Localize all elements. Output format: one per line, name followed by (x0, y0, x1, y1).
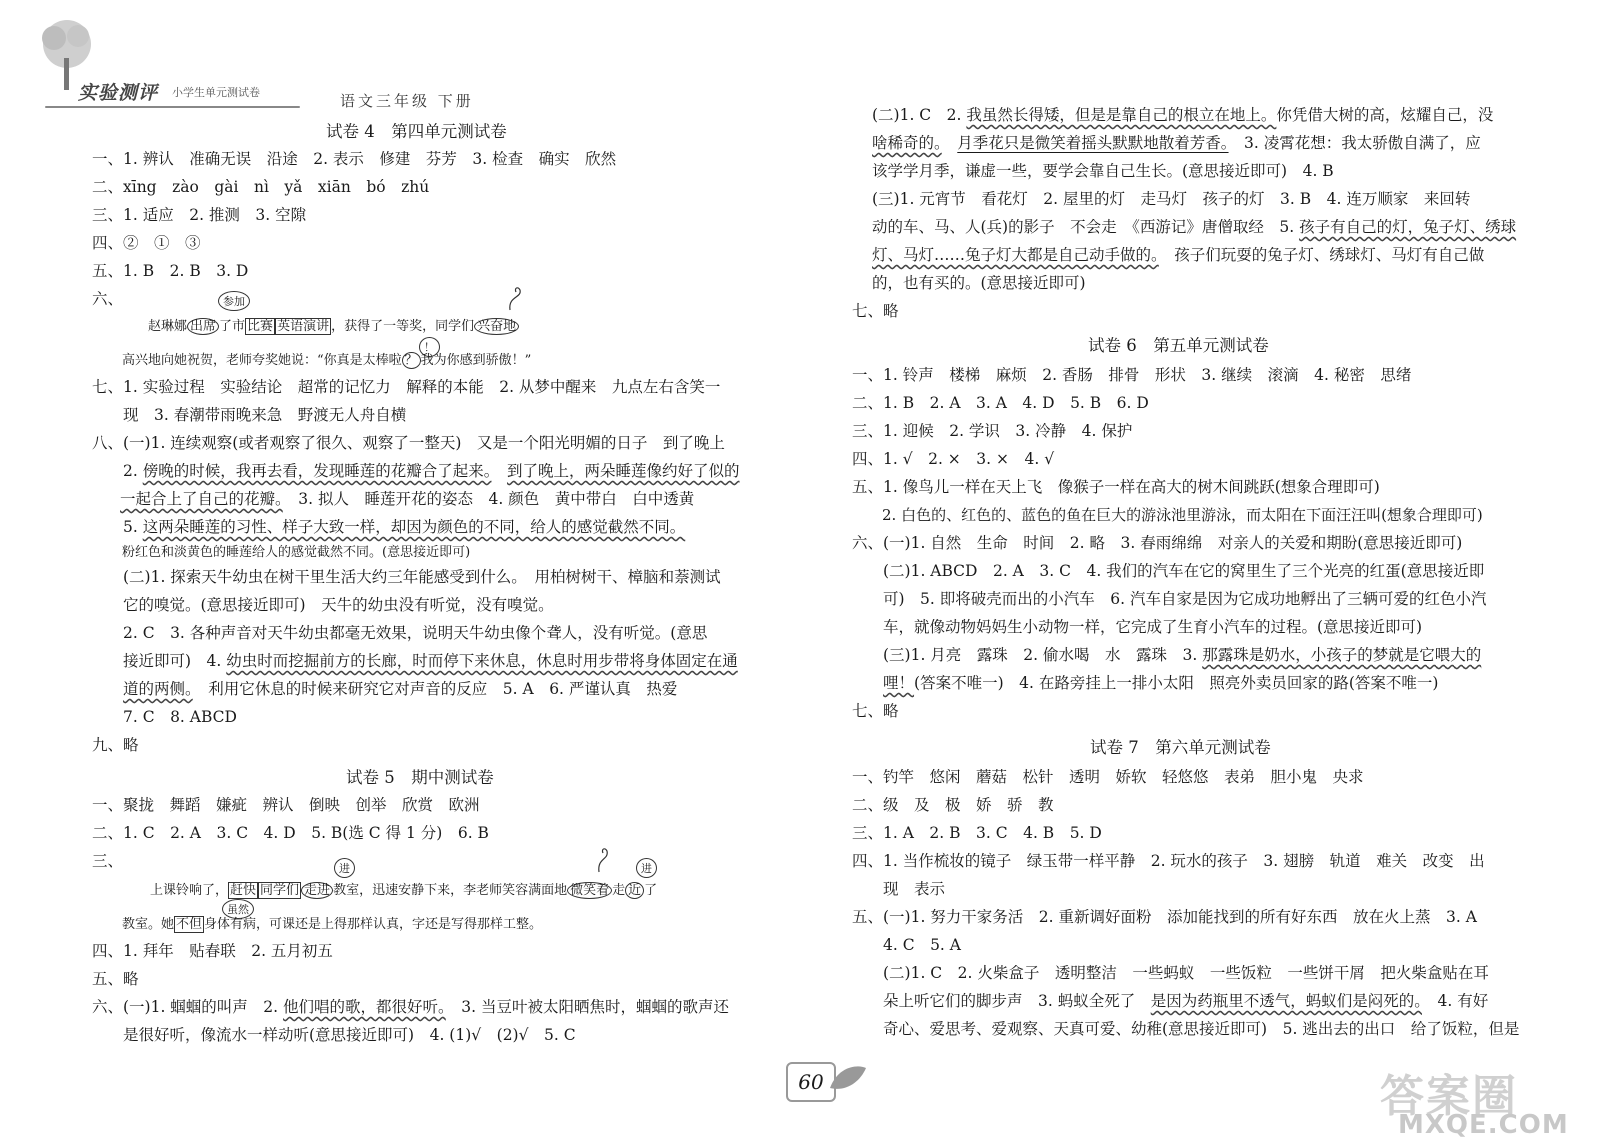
t5-line-2: 二、1. C 2. A 3. C 4. D 5. B(选 C 得 1 分) 6. B (92, 824, 489, 842)
t4-ba-2c (491, 462, 507, 480)
test6-title: 试卷 6 第五单元测试卷 (1088, 336, 1269, 355)
t5-note-1: 进 (334, 858, 355, 878)
t4-ba-9 (92, 650, 738, 672)
t4-line-5: 五、1. B 2. B 3. D (92, 262, 249, 280)
t4-ba-3a: 一起合上了自己的花瓣。 (120, 490, 283, 508)
t5-3g: 走 (612, 883, 626, 898)
t6-line-9: 可) 5. 即将破壳而出的小汽车 6. 汽车自家是因为它成功地孵出了三辆可爱的红色小汽 (852, 590, 1487, 608)
r1c: 你凭借大树的高，炫耀自己，没 (1276, 106, 1494, 124)
t4-liu-text-a: 赵琳娜 (148, 319, 188, 334)
t4-correction-line-2 (122, 350, 531, 372)
t4-liu-box-1: 比赛 (247, 319, 274, 334)
t6-line-13: 七、略 (852, 702, 899, 720)
t5-line-6 (92, 996, 729, 1018)
r-line-6 (872, 244, 1484, 266)
r2b (942, 134, 958, 152)
t4-ba-3 (120, 488, 694, 510)
t5-line-3: 三、 (92, 852, 124, 870)
t4-ba-10 (92, 678, 677, 700)
r1a: (二)1. C 2. (872, 106, 967, 124)
t5-line-5: 五、略 (92, 970, 139, 988)
r-line-2 (872, 132, 1481, 154)
t7-line-8: (二)1. C 2. 火柴盒子 透明整洁 一些蚂蚁 一些饭粒 一些饼干屑 把火柴盒贴在耳 (852, 964, 1489, 982)
t4-line-2: 二、xīng zào gài nì yǎ xiān bó zhú (92, 178, 430, 196)
r-line-5 (872, 216, 1516, 238)
t4-ba-10a (92, 680, 123, 698)
r-line-1 (872, 104, 1493, 126)
t4-ba-6: (二)1. 探索天牛幼虫在树干里生活大约三年能感受到什么。 用柏树树干、樟脑和萘测试 (92, 568, 721, 586)
r2a: 啥稀奇的。 (872, 134, 942, 152)
t5-3b: 赶快 (230, 883, 257, 898)
t4-ba-9b: 幼虫时而挖掘前方的长廊，时而停下来休息，休息时用步带将身体固定在通 (226, 652, 738, 670)
t5-3f: 微笑着 (567, 882, 612, 899)
t4-qi-2: 现 3. 春潮带雨晚来急 野渡无人舟自横 (92, 406, 407, 424)
t6-11b: 那露珠是奶水，小孩子的梦就是它喂大的 (1202, 646, 1482, 664)
test5-title: 试卷 5 期中测试卷 (346, 768, 494, 787)
t5-6a: 六、(一)1. 蝈蝈的叫声 2. (92, 998, 284, 1016)
t5-line-1: 一、聚拢 舞蹈 嫌疵 辨认 倒映 创举 欣赏 欧洲 (92, 796, 480, 814)
watermark-url: MXQE.COM (1398, 1110, 1569, 1140)
t6-line-2: 二、1. B 2. A 3. A 4. D 5. B 6. D (852, 394, 1149, 412)
t4-line-1: 一、1. 辨认 准确无误 沿途 2. 表示 修建 芬芳 3. 检查 确实 欣然 (92, 150, 617, 168)
t4-ba-1: 八、(一)1. 连续观察(或者观察了很久、观察了一整天) 又是一个阳光明媚的日子 到了晚上 (92, 434, 725, 452)
t4-liu-2a: 高兴地向她祝贺，老师夸奖她说：“你真是太棒啦 (122, 353, 402, 368)
t5-note-2: 进 (636, 858, 657, 878)
t7-line-7: 4. C 5. A (852, 936, 961, 954)
t4-ba-2b: 傍晚的时候，我再去看，发现睡莲的花瓣合了起来。 (142, 462, 492, 480)
t5-3k: 不但 (176, 917, 203, 932)
t7-line-5: 现 表示 (852, 880, 946, 898)
t6-line-1: 一、1. 铃声 楼梯 麻烦 2. 香肠 排骨 形状 3. 继续 滚滴 4. 秘密 思绪 (852, 366, 1412, 384)
brand-title: 实验测评 (78, 82, 159, 104)
t4-liu-circle-2: 兴奋地 (474, 318, 519, 335)
right-page (800, 0, 1600, 1146)
t5-6c: 3. 当豆叶被太阳晒焦时，蝈蝈的歌声还 (445, 998, 730, 1016)
t7-9c: 4. 有好 (1421, 992, 1489, 1010)
r6b: 孩子们玩耍的兔子灯、绣球灯、马灯有自己做 (1158, 246, 1485, 264)
grade-label: 语文三年级 下册 (340, 92, 474, 110)
t4-ba-2 (92, 460, 740, 482)
r2d: 3. 凌霄花想：我太骄傲自满了，应 (1228, 134, 1481, 152)
t5-correction-line-1 (150, 880, 657, 902)
t6-line-6: 2. 白色的、红色的、蓝色的鱼在巨大的游泳池里游泳，而太阳在下面汪汪叫(想象合理即可) (852, 506, 1483, 524)
t4-liu-text-c: 了市 (219, 319, 246, 334)
t7-line-4: 四、1. 当作梳妆的镜子 绿玉带一样平静 2. 玩水的孩子 3. 翅膀 轨道 难关 改变 出 (852, 852, 1485, 870)
correction-note-2: ！ (419, 337, 440, 357)
t4-ba-3b: 3. 拟人 睡莲开花的姿态 4. 颜色 黄中带白 白中透黄 (282, 490, 695, 508)
t7-9a: 朵上听它们的脚步声 3. 蚂蚁全死了 (852, 992, 1151, 1010)
t4-ba-10c: 利用它休息的时候来研究它对声音的反应 5. A 6. 严谨认真 热爱 (192, 680, 678, 698)
watermark-logo: 答案圈 (1380, 1071, 1518, 1122)
r6a: 灯、马灯……兔子灯大都是自己动手做的。 (872, 246, 1159, 264)
t5-3e: 教室，迅速安静下来，李老师笑容满面地 (333, 883, 568, 898)
t5-line-7: 是很好听，像流水一样动听(意思接近即可) 4. (1)√ (2)√ 5. C (92, 1026, 576, 1044)
t7-line-6: 五、(一)1. 努力干家务活 2. 重新调好面粉 添加能找到的所有好东西 放在火上蒸 3. A (852, 908, 1477, 926)
t4-ba-11: 7. C 8. ABCD (92, 708, 237, 726)
t4-liu-2c: 我为你感到骄傲！” (420, 353, 532, 368)
correction-note: 参加 (218, 291, 250, 311)
t4-ba-4b: 这两朵睡莲的习性、样子大致一样，却因为颜色的不同，给人的感觉截然不同。 (142, 518, 686, 536)
t4-correction-line-1 (148, 316, 519, 338)
r1b: 我虽然长得矮，但是是靠自己的根立在地上。 (966, 106, 1277, 124)
test4-title: 试卷 4 第四单元测试卷 (326, 122, 507, 141)
t5-3c: 同学们 (260, 883, 300, 898)
t4-ba-4a: 5. (92, 518, 143, 536)
t6-line-3: 三、1. 迎候 2. 学识 3. 冷静 4. 保护 (852, 422, 1133, 440)
t5-3j: 教室。她 (122, 917, 175, 932)
page-number: 60 (786, 1062, 836, 1102)
t5-3d: 走进 (301, 882, 333, 899)
t6-line-5: 五、1. 像鸟儿一样在天上飞 像猴子一样在高大的树木间跳跃(想象合理即可) (852, 478, 1380, 496)
t5-3l: 身体有病，可课还是上得那样认真，字还是写得那样工整。 (204, 917, 543, 932)
test7-title: 试卷 7 第六单元测试卷 (1090, 738, 1271, 757)
t4-ba-5: 粉红色和淡黄色的睡莲给人的感觉截然不同。(意思接近即可) (96, 545, 471, 560)
t6-line-8: (二)1. ABCD 2. A 3. C 4. 我们的汽车在它的窝里生了三个光亮的红蛋(意思接近即 (852, 562, 1485, 580)
t4-ba-2a: 2. (92, 462, 143, 480)
t5-correction-line-2 (122, 914, 542, 936)
t5-3i: 了 (644, 883, 658, 898)
t6-line-11 (852, 644, 1481, 666)
t5-3a: 上课铃响了， (150, 883, 229, 898)
t4-ba-8: 2. C 3. 各种声音对天牛幼虫都毫无效果，说明天牛幼虫像个聋人，没有听觉。(意思 (92, 624, 708, 642)
t4-ba-7: 它的嗅觉。(意思接近即可) 天牛的幼虫没有听觉，没有嗅觉。 (92, 596, 554, 614)
t4-ba-9a: 接近即可) 4. (92, 652, 227, 670)
t7-9b: 是因为药瓶里不透气，蚂蚁们是闷死的。 (1150, 992, 1422, 1010)
transpose-mark-icon-2 (593, 846, 615, 874)
t6-line-4: 四、1. √ 2. × 3. × 4. √ (852, 450, 1055, 468)
t6-12b: 哩！ (883, 674, 915, 692)
t7-line-10: 奇心、爱思考、爱观察、天真可爱、幼稚(意思接近即可) 5. 逃出去的出口 给了饭粒，但是 (852, 1020, 1520, 1038)
t4-ba-4 (92, 516, 685, 538)
t7-line-2: 二、级 及 极 娇 骄 教 (852, 796, 1054, 814)
t4-line-3: 三、1. 适应 2. 推测 3. 空隙 (92, 206, 307, 224)
t6-12a (852, 674, 883, 692)
t7-line-3: 三、1. A 2. B 3. C 4. B 5. D (852, 824, 1102, 842)
transpose-mark-icon (504, 286, 528, 312)
t4-line-6: 六、 (92, 290, 124, 308)
t4-ba-2d: 到了晚上，两朵睡莲像约好了似的 (507, 462, 740, 480)
t6-line-7: 六、(一)1. 自然 生命 时间 2. 略 3. 春雨绵绵 对亲人的关爱和期盼(意思接近即可) (852, 534, 1463, 552)
r2c: 月季花只是微笑着摇头默默地散着芳香。 (957, 134, 1229, 152)
t7-line-9 (852, 990, 1488, 1012)
t5-line-4: 四、1. 拜年 贴春联 2. 五月初五 (92, 942, 333, 960)
r-line-7: 的，也有买的。(意思接近即可) (872, 274, 1086, 292)
t6-11a: (三)1. 月亮 露珠 2. 偷水喝 水 露珠 3. (852, 646, 1203, 664)
r-line-8: 七、略 (852, 302, 899, 320)
t4-qi-1: 七、1. 实验过程 实验结论 超常的记忆力 解释的本能 2. 从梦中醒来 九点左右含笑一 (92, 378, 721, 396)
t5-note-3: 虽然 (222, 899, 254, 919)
t4-line-4: 四、② ① ③ (92, 234, 201, 252)
r5b: 孩子有自己的灯，兔子灯、绣球 (1299, 218, 1517, 236)
r-line-3: 该学学月季，谦虚一些，要学会靠自己生长。(意思接近即可) 4. B (872, 162, 1334, 180)
r5a: 动的车、马、人(兵)的影子 不会走 《西游记》唐僧取经 5. (872, 218, 1300, 236)
t5-6b: 他们唱的歌，都很好听。 (283, 998, 446, 1016)
t4-liu-circle-1: 出席 (187, 318, 219, 335)
t6-line-12 (852, 672, 1438, 694)
t4-liu-box-2: 英语演讲 (277, 319, 330, 334)
t6-line-10: 车，就像动物妈妈生小动物一样，它完成了生育小汽车的过程。(意思接近即可) (852, 618, 1423, 636)
t5-3h: 近 (625, 882, 644, 899)
r-line-4: (三)1. 元宵节 看花灯 2. 屋里的灯 走马灯 孩子的灯 3. B 4. 连万顺家 来回转 (872, 190, 1471, 208)
t6-12c: (答案不唯一) 4. 在路旁挂上一排小太阳 照亮外卖员回家的路(答案不唯一) (914, 674, 1439, 692)
t4-ba-10b: 道的两侧。 (123, 680, 193, 698)
t4-jiu: 九、略 (92, 736, 139, 754)
t7-line-1: 一、钓竿 悠闲 蘑菇 松针 透明 娇软 轻悠悠 表弟 胆小鬼 央求 (852, 768, 1364, 786)
t4-liu-2-circle: ？ (402, 352, 421, 369)
t4-liu-text-f: ，获得了一等奖，同学们 (331, 319, 475, 334)
leaf-decoration-icon (828, 1064, 868, 1092)
brand-subtitle: 小学生单元测试卷 (172, 86, 260, 99)
